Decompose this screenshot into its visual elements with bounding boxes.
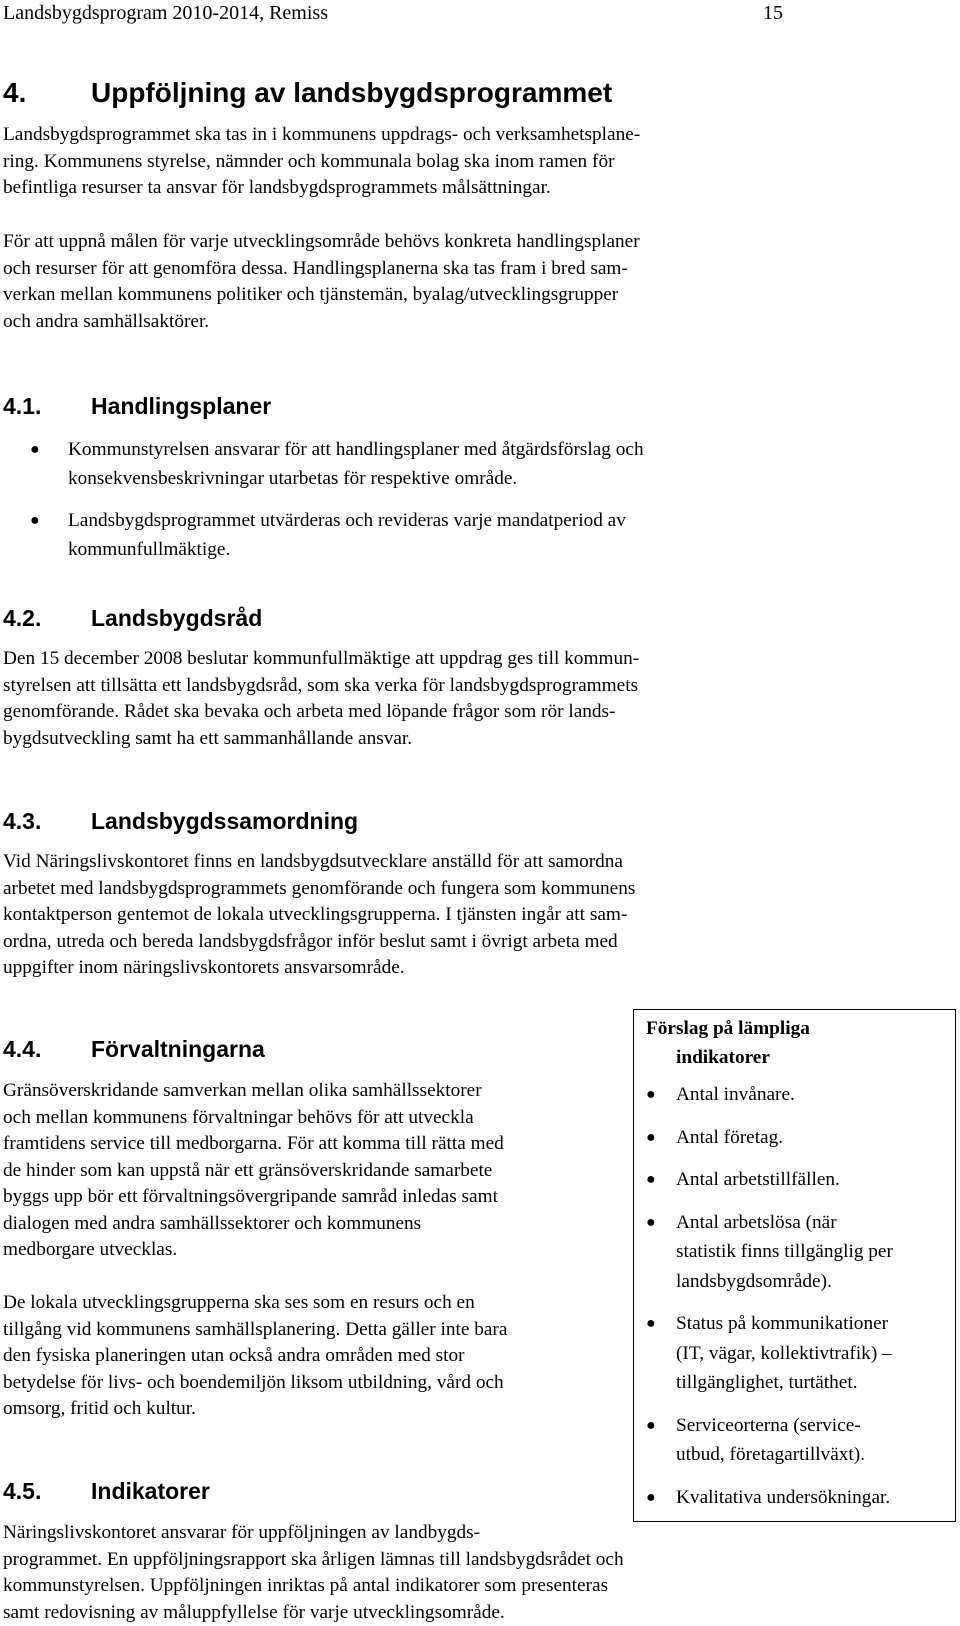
text-line: tillgång vid kommunens samhällsplanering. Detta gäller inte bara: [3, 1318, 508, 1340]
text-line: framtidens service till medborgarna. För att komma till rätta med: [3, 1133, 504, 1154]
text-line: byggs upp bör ett förvaltningsövergripande samråd inledas samt: [3, 1186, 498, 1207]
box-title: [646, 1014, 810, 1072]
text-line: Serviceorterna (service-: [676, 1414, 861, 1436]
section-number: 4.4.: [3, 1036, 42, 1062]
text-line: befintliga resurser ta ansvar för landsbygdsprogrammets målsättningar.: [3, 177, 551, 198]
section-number: 4.1.: [3, 393, 42, 419]
section-4-3-heading: [3, 806, 358, 836]
text-line: programmet. En uppföljningsrapport ska årligen lämnas till landsbygdsrådet och: [3, 1548, 624, 1570]
section-4-4-paragraph-1: [3, 1078, 504, 1264]
text-line: kommunstyrelsen. Uppföljningen inriktas på antal indikatorer som presenteras: [3, 1575, 609, 1596]
text-line: genomförande. Rådet ska bevaka och arbeta med löpande frågor som rör lands-: [3, 701, 616, 722]
section-number: 4.: [3, 77, 27, 108]
text-line: bygdsutveckling samt ha ett sammanhållande ansvar.: [3, 727, 413, 749]
list-item: [0, 435, 644, 493]
section-4-paragraph-2: [3, 229, 640, 335]
section-title: Indikatorer: [91, 1478, 210, 1504]
text-line: tillgänglighet, turtäthet.: [676, 1372, 858, 1393]
section-4-4-paragraph-2: [3, 1290, 507, 1423]
bullet-icon: ●: [646, 1416, 656, 1434]
running-header: [3, 0, 783, 26]
text-line: och resurser för att genomföra dessa. Handlingsplanerna ska tas fram i bred sam-: [3, 257, 628, 279]
text-line: Den 15 december 2008 beslutar kommunfullmäktige att uppdrag ges till kommun-: [3, 648, 640, 669]
text-line: ring. Kommunens styrelse, nämnder och kommunala bolag ska inom ramen för: [3, 150, 615, 172]
text-line: dialogen med andra samhällssektorer och kommunens: [3, 1212, 422, 1234]
text-line: medborgare utvecklas.: [3, 1239, 178, 1260]
text-line: de hinder som kan uppstå när ett gränsöverskridande samarbete: [3, 1159, 493, 1181]
list-item: [634, 1165, 893, 1195]
section-title: Landsbygdssamordning: [91, 808, 359, 834]
text-line: betydelse för livs- och boendemiljön liksom utbildning, vård och: [3, 1371, 504, 1393]
list-item: [634, 1483, 893, 1513]
text-line: Antal företag.: [676, 1126, 784, 1148]
section-title: Förvaltningarna: [91, 1036, 265, 1062]
list-item: [634, 1080, 893, 1110]
text-line: indikatorer: [676, 1047, 770, 1068]
text-line: arbetet med landsbygdsprogrammets genomförande och fungera som kommunens: [3, 877, 636, 899]
bullet-icon: ●: [30, 441, 40, 458]
section-4-5-heading: [3, 1476, 210, 1506]
section-4-5-paragraph: [3, 1520, 624, 1626]
text-line: kontaktperson gentemot de lokala utvecklingsgrupperna. I tjänsten ingår att sam-: [3, 904, 628, 925]
text-line: Gränsöverskridande samverkan mellan olika samhällssektorer: [3, 1080, 482, 1101]
section-number: 4.3.: [3, 808, 42, 834]
text-line: Kommunstyrelsen ansvarar för att handlingsplaner med åtgärdsförslag och: [68, 439, 644, 460]
section-number: 4.2.: [3, 605, 42, 631]
text-line: Förslag på lämpliga: [646, 1018, 810, 1039]
section-title: Uppföljning av landsbygdsprogrammet: [91, 77, 613, 108]
text-line: Antal arbetslösa (när: [676, 1211, 837, 1233]
text-line: statistik finns tillgänglig per: [676, 1241, 893, 1262]
bullet-icon: ●: [646, 1315, 656, 1332]
text-line: Landsbygdsprogrammet utvärderas och revideras varje mandatperiod av: [68, 510, 626, 531]
section-4-1-heading: [3, 391, 271, 421]
text-line: (IT, vägar, kollektivtrafik) –: [676, 1342, 892, 1364]
section-4-2-paragraph: [3, 646, 639, 752]
indicator-list: [634, 1080, 893, 1525]
text-line: ordna, utreda och bereda landsbygdsfrågor inför beslut samt i övrigt arbeta med: [3, 930, 618, 952]
text-line: och mellan kommunens förvaltningar behövs för att utveckla: [3, 1106, 474, 1128]
bullet-icon: ●: [646, 1086, 656, 1103]
text-line: Näringslivskontoret ansvarar för uppföljningen av landbygds-: [3, 1522, 481, 1543]
list-item: [0, 506, 644, 564]
text-line: De lokala utvecklingsgrupperna ska ses som en resurs och en: [3, 1292, 475, 1313]
text-line: uppgifter inom näringslivskontorets ansvarsområde.: [3, 957, 405, 978]
text-line: konsekvensbeskrivningar utarbetas för respektive område.: [68, 468, 518, 489]
section-title: Landsbygdsråd: [91, 605, 263, 631]
section-number: 4.5.: [3, 1478, 42, 1504]
text-line: styrelsen att tillsätta ett landsbygdsråd, som ska verka för landsbygdsprogrammets: [3, 674, 639, 696]
bullet-icon: ●: [646, 1488, 656, 1506]
bullet-icon: ●: [646, 1171, 656, 1188]
section-title: Handlingsplaner: [91, 393, 272, 419]
text-line: För att uppnå målen för varje utvecklingsområde behövs konkreta handlingsplaner: [3, 231, 640, 252]
indicator-suggestions-box: [633, 1009, 956, 1522]
text-line: Kvalitativa undersökningar.: [676, 1486, 891, 1508]
page-number: 15: [763, 2, 783, 24]
text-line: Antal arbetstillfällen.: [676, 1169, 840, 1190]
section-4-paragraph-1: [3, 122, 640, 202]
text-line: Landsbygdsprogrammet ska tas in i kommunens uppdrags- och verksamhetsplane-: [3, 124, 641, 145]
list-item: [634, 1208, 893, 1297]
bullet-icon: ●: [30, 512, 40, 529]
handlingsplaner-list: [0, 435, 644, 577]
section-4-heading: [3, 76, 612, 110]
text-line: verkan mellan kommunens politiker och tjänstemän, byalag/utvecklingsgrupper: [3, 284, 619, 305]
text-line: Vid Näringslivskontoret finns en landsbygdsutvecklare anställd för att samordna: [3, 851, 623, 872]
bullet-icon: ●: [646, 1128, 656, 1146]
text-line: samt redovisning av måluppfyllelse för varje utvecklingsområde.: [3, 1601, 505, 1623]
list-item: [634, 1309, 893, 1398]
running-title: Landsbygdsprogram 2010-2014, Remiss: [3, 2, 328, 24]
list-item: [634, 1123, 893, 1153]
bullet-icon: ●: [646, 1213, 656, 1231]
section-4-3-paragraph: [3, 849, 635, 982]
text-line: Status på kommunikationer: [676, 1313, 889, 1334]
text-line: utbud, företagartillväxt).: [676, 1444, 865, 1465]
text-line: och andra samhällsaktörer.: [3, 310, 210, 332]
list-item: [634, 1411, 893, 1470]
text-line: omsorg, fritid och kultur.: [3, 1398, 196, 1419]
text-line: den fysiska planeringen utan också andra områden med stor: [3, 1345, 465, 1366]
text-line: kommunfullmäktige.: [68, 539, 231, 560]
section-4-2-heading: [3, 603, 262, 633]
section-4-4-heading: [3, 1034, 265, 1064]
text-line: landsbygdsområde).: [676, 1270, 832, 1292]
text-line: Antal invånare.: [676, 1084, 795, 1105]
